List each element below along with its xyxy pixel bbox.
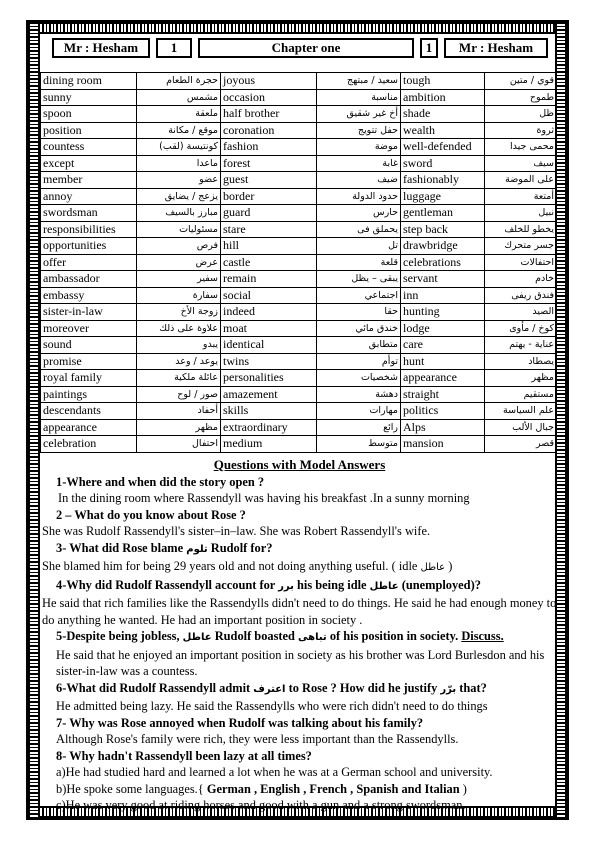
arabic-meaning: يصطاد (485, 353, 557, 370)
english-word: well-defended (401, 139, 485, 156)
english-word: coronation (221, 122, 317, 139)
arabic-meaning: ماعدا (137, 155, 221, 172)
answer-1: In the dining room where Rassendyll was having his breakfast .In a sunny morning (58, 491, 470, 505)
header-teacher-right: Mr : Hesham (444, 38, 548, 58)
arabic-meaning: قلعة (317, 254, 401, 271)
arabic-meaning: فندق ريفى (485, 287, 557, 304)
english-word: extraordinary (221, 419, 317, 436)
english-word: royal family (41, 370, 137, 387)
arabic-meaning: علاوة على ذلك (137, 320, 221, 337)
english-word: sword (401, 155, 485, 172)
header-chapter-title: Chapter one (198, 38, 414, 58)
answer-4: He said that rich families like the Rassendylls didn't need to do things. He said he had enough money to do anything he wanted. He had an important position in society . (42, 596, 557, 627)
english-word: fashion (221, 139, 317, 156)
arabic-meaning: مستقيم (485, 386, 557, 403)
arabic-meaning: يزعج / يضايق (137, 188, 221, 205)
english-word: joyous (221, 73, 317, 90)
header-page-right: 1 (420, 38, 438, 58)
arabic-meaning: على الموضة (485, 172, 557, 189)
english-word: embassy (41, 287, 137, 304)
english-word: hunt (401, 353, 485, 370)
question-8: 8- Why hadn't Rassendyll been lazy at all times? (56, 748, 312, 763)
english-word: gentleman (401, 205, 485, 222)
english-word: promise (41, 353, 137, 370)
arabic-meaning: ملعقة (137, 106, 221, 123)
arabic-meaning: حقا (317, 304, 401, 321)
english-word: half brother (221, 106, 317, 123)
english-word: member (41, 172, 137, 189)
arabic-meaning: أخ غير شقيق (317, 106, 401, 123)
vocab-row (41, 320, 557, 337)
arabic-meaning: خادم (485, 271, 557, 288)
arabic-meaning: عرض (137, 254, 221, 271)
arabic-meaning: يبقى – يظل (317, 271, 401, 288)
english-word: medium (221, 436, 317, 453)
question-6: 6-What did Rudolf Rassendyll admit اعترف to Rose ? How did he justify برّر that? (56, 680, 487, 695)
answer-5: He said that he enjoyed an important position in society as his brother was Lord Burlesdon and his sister-in-law was a countess. (56, 647, 545, 678)
english-word: twins (221, 353, 317, 370)
english-word: sunny (41, 89, 137, 106)
answer-6: He admitted being lazy. He said the Rassendylls who were rich didn't need to do things (56, 699, 488, 713)
arabic-meaning: طموح (485, 89, 557, 106)
arabic-meaning: ضيف (317, 172, 401, 189)
arabic-meaning: احتفال (137, 436, 221, 453)
arabic-meaning: قصر (485, 436, 557, 453)
vocab-row (41, 304, 557, 321)
english-word: politics (401, 403, 485, 420)
answer-3: She blamed him for being 29 years old and not doing anything useful. ( idle عاطل ) (42, 559, 453, 573)
arabic-meaning: يخطو للخلف (485, 221, 557, 238)
arabic-meaning: يوعد / وعد (137, 353, 221, 370)
english-word: dining room (41, 73, 137, 90)
english-word: fashionably (401, 172, 485, 189)
arabic-meaning: حجرة الطعام (137, 73, 221, 90)
arabic-meaning: دهشة (317, 386, 401, 403)
english-word: spoon (41, 106, 137, 123)
english-word: forest (221, 155, 317, 172)
english-word: sound (41, 337, 137, 354)
arabic-meaning: قوي / متين (485, 73, 557, 90)
vocab-row (41, 436, 557, 453)
vocab-row (41, 370, 557, 387)
arabic-meaning: زوجة الأخ (137, 304, 221, 321)
english-word: ambition (401, 89, 485, 106)
vocab-row (41, 172, 557, 189)
question-3: 3- What did Rose blame تلوم Rudolf for? (56, 540, 273, 555)
arabic-meaning: علم السياسة (485, 403, 557, 420)
arabic-meaning: مظهر (485, 370, 557, 387)
arabic-meaning: احتفالات (485, 254, 557, 271)
arabic-meaning: أحفاد (137, 403, 221, 420)
vocabulary-table (40, 72, 557, 453)
english-word: skills (221, 403, 317, 420)
arabic-meaning: نبيل (485, 205, 557, 222)
questions-section (42, 457, 557, 814)
vocab-row (41, 188, 557, 205)
arabic-meaning: يبدو (137, 337, 221, 354)
vocab-row (41, 337, 557, 354)
question-1: 1-Where and when did the story open ? (56, 474, 265, 489)
left-border-pattern (28, 22, 40, 818)
arabic-meaning: مهارات (317, 403, 401, 420)
english-word: step back (401, 221, 485, 238)
arabic-meaning: حفل تتويج (317, 122, 401, 139)
english-word: hunting (401, 304, 485, 321)
english-word: descendants (41, 403, 137, 420)
vocab-row (41, 205, 557, 222)
english-word: identical (221, 337, 317, 354)
arabic-meaning: كونتيسة (لقب) (137, 139, 221, 156)
english-word: ambassador (41, 271, 137, 288)
arabic-meaning: مسئوليات (137, 221, 221, 238)
vocab-row (41, 122, 557, 139)
header-teacher-left: Mr : Hesham (52, 38, 150, 58)
english-word: care (401, 337, 485, 354)
english-word: lodge (401, 320, 485, 337)
english-word: annoy (41, 188, 137, 205)
english-word: stare (221, 221, 317, 238)
header-page-left: 1 (156, 38, 192, 58)
arabic-meaning: توأم (317, 353, 401, 370)
arabic-meaning: سفير (137, 271, 221, 288)
english-word: remain (221, 271, 317, 288)
english-word: paintings (41, 386, 137, 403)
english-word: celebrations (401, 254, 485, 271)
english-word: Alps (401, 419, 485, 436)
arabic-meaning: مبارز بالسيف (137, 205, 221, 222)
arabic-meaning: حدود الدولة (317, 188, 401, 205)
english-word: appearance (41, 419, 137, 436)
arabic-meaning: أمتعة (485, 188, 557, 205)
arabic-meaning: الصيد (485, 304, 557, 321)
arabic-meaning: تل (317, 238, 401, 255)
arabic-meaning: مظهر (137, 419, 221, 436)
vocab-row (41, 238, 557, 255)
arabic-meaning: سعيد / مبتهج (317, 73, 401, 90)
english-word: moat (221, 320, 317, 337)
english-word: personalities (221, 370, 317, 387)
english-word: indeed (221, 304, 317, 321)
english-word: border (221, 188, 317, 205)
english-word: mansion (401, 436, 485, 453)
arabic-meaning: مناسبة (317, 89, 401, 106)
arabic-meaning: غابة (317, 155, 401, 172)
answer-8c: c)He was very good at riding horses and good with a gun and a strong swordsman. (56, 798, 466, 812)
answer-8b: b)He spoke some languages.{ German , English , French , Spanish and Italian ) (56, 781, 467, 796)
arabic-meaning: سفارة (137, 287, 221, 304)
arabic-meaning: جبال الألب (485, 419, 557, 436)
vocab-row (41, 73, 557, 90)
vocab-row (41, 271, 557, 288)
question-4: 4-Why did Rudolf Rassendyll account for برر his being idle عاطل (unemployed)? (56, 577, 481, 592)
arabic-meaning: ظل (485, 106, 557, 123)
arabic-meaning: موقع / مكانة (137, 122, 221, 139)
arabic-meaning: ثروة (485, 122, 557, 139)
english-word: offer (41, 254, 137, 271)
arabic-meaning: مشمس (137, 89, 221, 106)
vocab-row (41, 386, 557, 403)
english-word: guard (221, 205, 317, 222)
section-title: Questions with Model Answers (213, 457, 386, 472)
english-word: castle (221, 254, 317, 271)
vocab-row (41, 106, 557, 123)
english-word: shade (401, 106, 485, 123)
top-border-pattern (28, 22, 567, 34)
english-word: countess (41, 139, 137, 156)
arabic-meaning: عائلة ملكية (137, 370, 221, 387)
arabic-meaning: متوسط (317, 436, 401, 453)
arabic-meaning: شخصيات (317, 370, 401, 387)
arabic-meaning: اجتماعي (317, 287, 401, 304)
arabic-meaning: خندق مائي (317, 320, 401, 337)
english-word: tough (401, 73, 485, 90)
arabic-meaning: صور / لوح (137, 386, 221, 403)
arabic-meaning: موضة (317, 139, 401, 156)
arabic-meaning: متطابق (317, 337, 401, 354)
english-word: amazement (221, 386, 317, 403)
vocab-row (41, 139, 557, 156)
vocab-row (41, 254, 557, 271)
answer-2: She was Rudolf Rassendyll's sister–in–law. She was Robert Rassendyll's wife. (42, 524, 431, 538)
question-2: 2 – What do you know about Rose ? (56, 507, 246, 522)
vocab-row (41, 403, 557, 420)
english-word: guest (221, 172, 317, 189)
arabic-meaning: حارس (317, 205, 401, 222)
answer-7: Although Rose's family were rich, they were less important than the Rassendylls. (56, 732, 459, 746)
english-word: inn (401, 287, 485, 304)
english-word: straight (401, 386, 485, 403)
arabic-meaning: عناية - يهتم (485, 337, 557, 354)
vocab-row (41, 353, 557, 370)
english-word: drawbridge (401, 238, 485, 255)
arabic-meaning: عضو (137, 172, 221, 189)
arabic-meaning: سيف (485, 155, 557, 172)
arabic-meaning: كوخ / مأوى (485, 320, 557, 337)
english-word: sister-in-law (41, 304, 137, 321)
arabic-meaning: محمى جيدا (485, 139, 557, 156)
question-5: 5-Despite being jobless, عاطل Rudolf boasted تباهى of his position in society. Discuss. (56, 629, 504, 643)
english-word: wealth (401, 122, 485, 139)
english-word: except (41, 155, 137, 172)
english-word: servant (401, 271, 485, 288)
vocab-row (41, 419, 557, 436)
english-word: occasion (221, 89, 317, 106)
english-word: position (41, 122, 137, 139)
vocab-row (41, 287, 557, 304)
answer-8a: a)He had studied hard and learned a lot when he was at a German school and university. (56, 765, 493, 779)
english-word: opportunities (41, 238, 137, 255)
arabic-meaning: رائع (317, 419, 401, 436)
english-word: appearance (401, 370, 485, 387)
question-7: 7- Why was Rose annoyed when Rudolf was talking about his family? (56, 715, 424, 730)
english-word: social (221, 287, 317, 304)
vocab-row (41, 155, 557, 172)
english-word: swordsman (41, 205, 137, 222)
vocab-row (41, 221, 557, 238)
english-word: responsibilities (41, 221, 137, 238)
english-word: luggage (401, 188, 485, 205)
english-word: moreover (41, 320, 137, 337)
arabic-meaning: فرص (137, 238, 221, 255)
vocab-row (41, 89, 557, 106)
english-word: hill (221, 238, 317, 255)
arabic-meaning: يحملق فى (317, 221, 401, 238)
arabic-meaning: جسر متحرك (485, 238, 557, 255)
english-word: celebration (41, 436, 137, 453)
